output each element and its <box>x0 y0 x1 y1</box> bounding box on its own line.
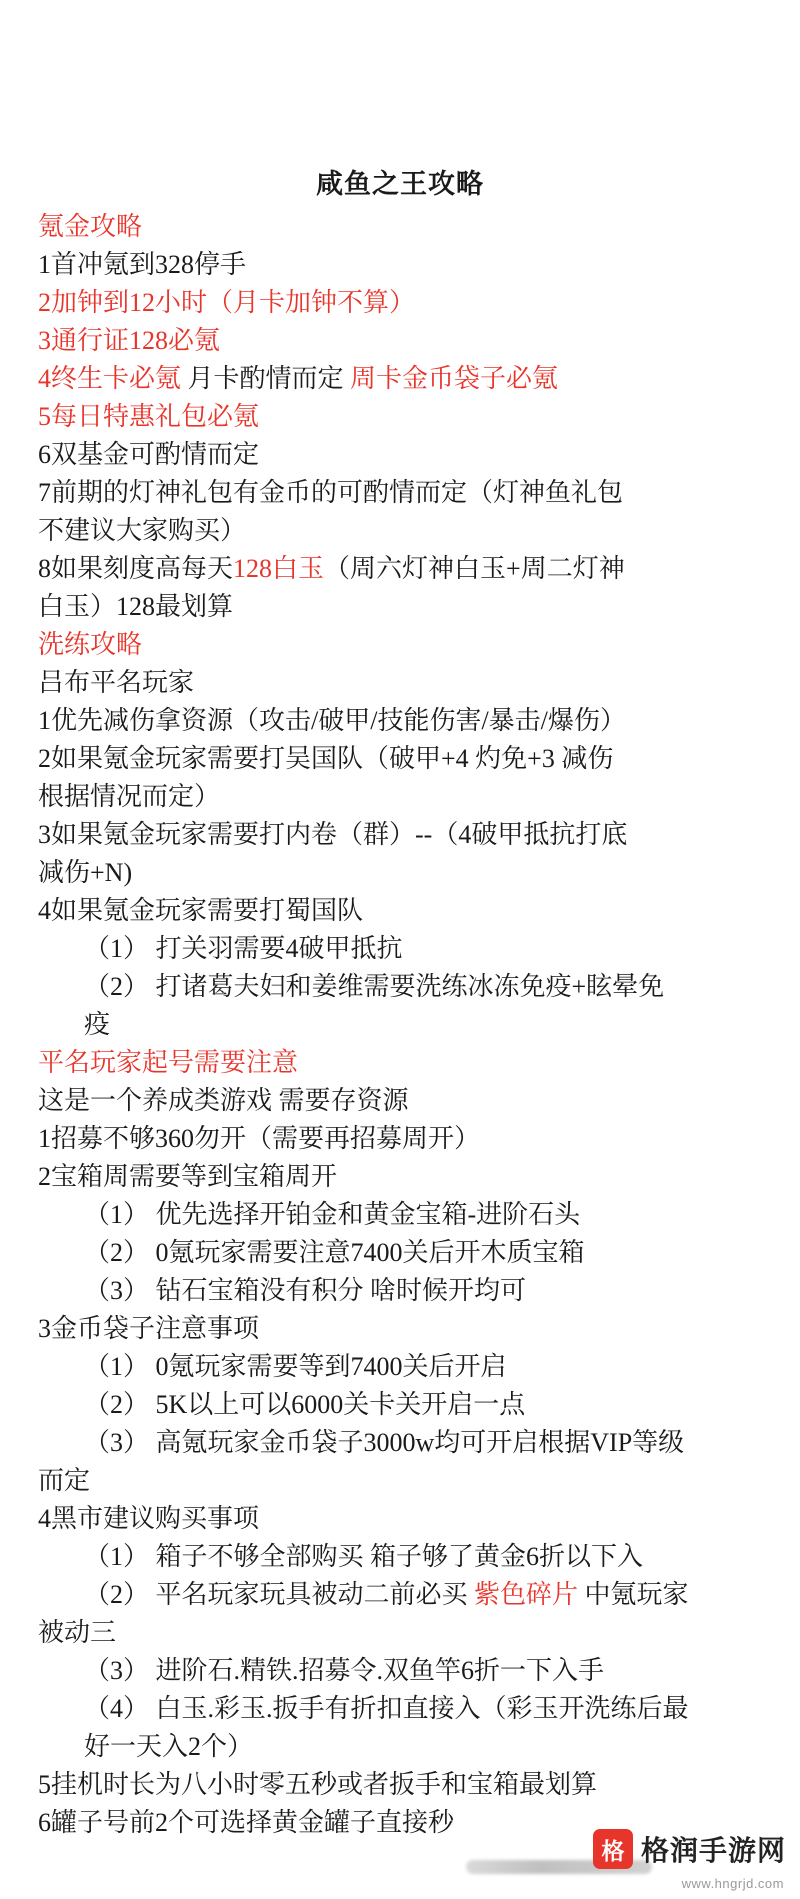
line-segment: 紫色碎片 <box>474 1579 579 1609</box>
document-line <box>38 1576 768 1614</box>
page-title: 咸鱼之王攻略 <box>316 169 484 199</box>
document-line: （4） 白玉.彩玉.扳手有折扣直接入（彩玉开洗练后最 <box>84 1693 689 1723</box>
document-line: 6双基金可酌情而定 <box>38 439 260 469</box>
document-line: 吕布平名玩家 <box>38 667 195 697</box>
line-segment: （周六灯神白玉+周二灯神 <box>324 553 625 583</box>
document-line: 疫 <box>84 1009 111 1039</box>
document-line: 2宝箱周需要等到宝箱周开 <box>38 1161 338 1191</box>
line-segment: （2） 平名玩家玩具被动二前必买 <box>84 1579 475 1609</box>
document-line: （1） 0氪玩家需要等到7400关后开启 <box>84 1351 507 1381</box>
document-body <box>0 208 800 1842</box>
line-segment: 128白玉 <box>233 553 325 583</box>
document-line: 洗练攻略 <box>38 629 143 659</box>
document-line: 白玉）128最划算 <box>38 591 234 621</box>
line-segment: 周卡金币袋子必氪 <box>350 363 559 393</box>
document-line: （2） 5K以上可以6000关卡关开启一点 <box>84 1389 526 1419</box>
line-segment: 8如果刻度高每天 <box>38 553 234 583</box>
watermark-url: www.hngrjd.com <box>681 1876 784 1891</box>
document-line: 4黑市建议购买事项 <box>38 1503 260 1533</box>
document-line: （3） 高氪玩家金币袋子3000w均可开启根据VIP等级 <box>84 1427 685 1457</box>
document-line: 1优先减伤拿资源（攻击/破甲/技能伤害/暴击/爆伤） <box>38 705 626 735</box>
document-page <box>0 168 800 1899</box>
document-line: 被动三 <box>38 1617 117 1647</box>
document-line: （1） 箱子不够全部购买 箱子够了黄金6折以下入 <box>84 1541 644 1571</box>
document-line: 5每日特惠礼包必氪 <box>38 401 260 431</box>
document-line: 3通行证128必氪 <box>38 325 221 355</box>
document-line: （3） 钻石宝箱没有积分 啥时候开均可 <box>84 1275 527 1305</box>
document-line: 根据情况而定） <box>38 781 221 811</box>
watermark <box>593 1829 786 1869</box>
watermark-site-name: 格润手游网 <box>640 1836 786 1867</box>
line-segment: 月卡酌情而定 <box>181 363 351 393</box>
document-line: （2） 0氪玩家需要注意7400关后开木质宝箱 <box>84 1237 585 1267</box>
document-line: 2加钟到12小时（月卡加钟不算） <box>38 287 416 317</box>
document-line: 4如果氪金玩家需要打蜀国队 <box>38 895 364 925</box>
document-line: （1） 打关羽需要4破甲抵抗 <box>84 933 403 963</box>
document-line: 这是一个养成类游戏 需要存资源 <box>38 1085 409 1115</box>
document-line: 1首冲氪到328停手 <box>38 249 247 279</box>
line-segment: 4终生卡必氪 <box>38 363 182 393</box>
document-line: 而定 <box>38 1465 91 1495</box>
document-line: 不建议大家购买） <box>38 515 247 545</box>
document-line: 7前期的灯神礼包有金币的可酌情而定（灯神鱼礼包 <box>38 477 624 507</box>
document-line: 好一天入2个） <box>84 1731 254 1761</box>
document-line <box>38 360 768 398</box>
document-line: 3金币袋子注意事项 <box>38 1313 260 1343</box>
document-line: （2） 打诸葛夫妇和姜维需要洗练冰冻免疫+眩晕免 <box>84 971 665 1001</box>
watermark-logo-icon: 格 <box>593 1829 633 1869</box>
document-line: 2如果氪金玩家需要打吴国队（破甲+4 灼免+3 减伤 <box>38 743 614 773</box>
document-line <box>38 550 768 588</box>
document-line: 氪金攻略 <box>38 211 143 241</box>
document-line: 减伤+N) <box>38 857 133 887</box>
document-line: 6罐子号前2个可选择黄金罐子直接秒 <box>38 1807 455 1837</box>
line-segment: 中氪玩家 <box>578 1579 689 1609</box>
document-line: 1招募不够360勿开（需要再招募周开） <box>38 1123 481 1153</box>
document-line: 平名玩家起号需要注意 <box>38 1047 299 1077</box>
document-line: （1） 优先选择开铂金和黄金宝箱-进阶石头 <box>84 1199 581 1229</box>
document-line: 5挂机时长为八小时零五秒或者扳手和宝箱最划算 <box>38 1769 598 1799</box>
document-line: （3） 进阶石.精铁.招募令.双鱼竿6折一下入手 <box>84 1655 605 1685</box>
document-line: 3如果氪金玩家需要打内卷（群）--（4破甲抵抗打底 <box>38 819 628 849</box>
